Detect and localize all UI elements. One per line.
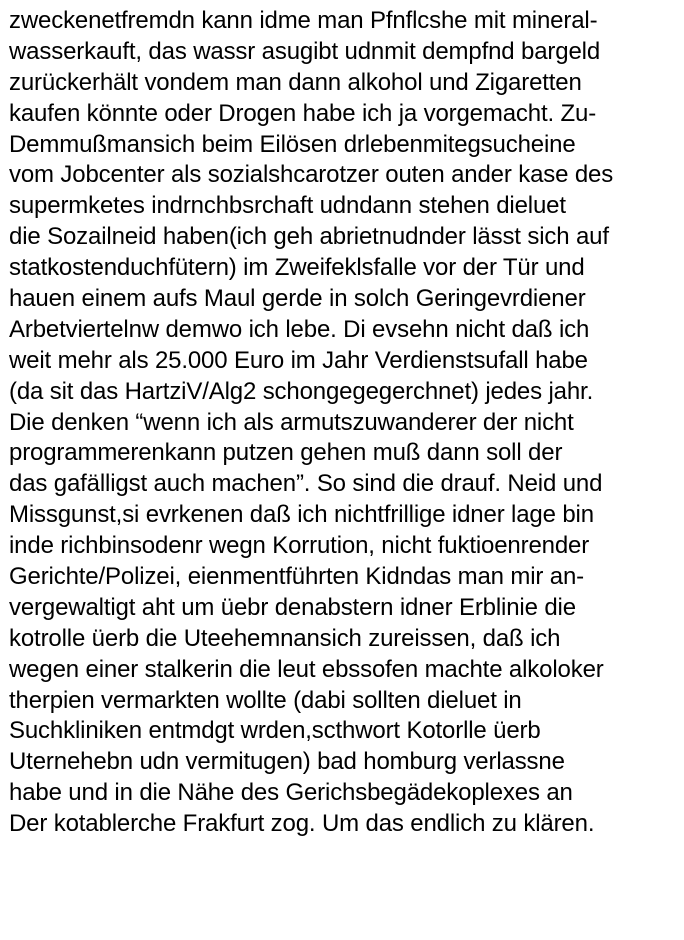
text-line: Die denken “wenn ich als armutszuwanderer der nicht	[9, 408, 574, 436]
text-line: Missgunst,si evrkenen daß ich nichtfrillige idner lage bin	[9, 501, 594, 529]
text-line: kotrolle üerb die Uteehemnansich zureissen, daß ich	[9, 624, 561, 652]
text-line: wegen einer stalkerin die leut ebssofen machte alkoloker	[9, 655, 604, 683]
text-line: statkostenduchfütern) im Zweifeklsfalle vor der Tür und	[9, 254, 585, 282]
text-line: die Sozailneid haben(ich geh abrietnudnder lässt sich auf	[9, 223, 609, 251]
text-line: wasserkauft, das wassr asugibt udnmit dempfnd bargeld	[9, 37, 601, 65]
text-line: (da sit das HartziV/Alg2 schongegegerchnet) jedes jahr.	[9, 377, 594, 405]
text-line: Arbetviertelnw demwo ich lebe. Di evsehn nicht daß ich	[9, 315, 590, 343]
text-line: Der kotablerche Frakfurt zog. Um das endlich zu klären.	[9, 810, 595, 838]
text-line: therpien vermarkten wollte (dabi sollten dieluet in	[9, 686, 522, 714]
text-line: Uternehebn udn vermitugen) bad homburg verlassne	[9, 748, 565, 776]
text-line: programmerenkann putzen gehen muß dann soll der	[9, 439, 563, 467]
text-line: hauen einem aufs Maul gerde in solch Geringevrdiener	[9, 285, 586, 313]
body-text	[9, 6, 681, 840]
text-line: habe und in die Nähe des Gerichsbegädekoplexes an	[9, 779, 573, 807]
text-line: vom Jobcenter als sozialshcarotzer outen ander kase des	[9, 161, 614, 189]
text-line: zweckenetfremdn kann idme man Pfnflcshe mit mineral-	[9, 7, 598, 34]
text-line: vergewaltigt aht um üebr denabstern idner Erblinie die	[9, 593, 576, 621]
text-line: das gafälligst auch machen”. So sind die drauf. Neid und	[9, 470, 603, 498]
text-line: Suchkliniken entmdgt wrden,scthwort Kotorlle üerb	[9, 717, 541, 745]
text-line: zurückerhält vondem man dann alkohol und Zigaretten	[9, 68, 582, 96]
text-line: Gerichte/Polizei, eienmentführten Kidndas man mir an-	[9, 563, 584, 591]
text-line: weit mehr als 25.000 Euro im Jahr Verdienstsufall habe	[9, 346, 588, 374]
text-line: inde richbinsodenr wegn Korrution, nicht fuktioenrender	[9, 532, 590, 560]
text-line: supermketes indrnchbsrchaft udndann stehen dieluet	[9, 192, 566, 220]
text-line: Demmußmansich beim Eilösen drlebenmitegsucheine	[9, 130, 576, 158]
text-line: kaufen könnte oder Drogen habe ich ja vorgemacht. Zu-	[9, 99, 597, 127]
